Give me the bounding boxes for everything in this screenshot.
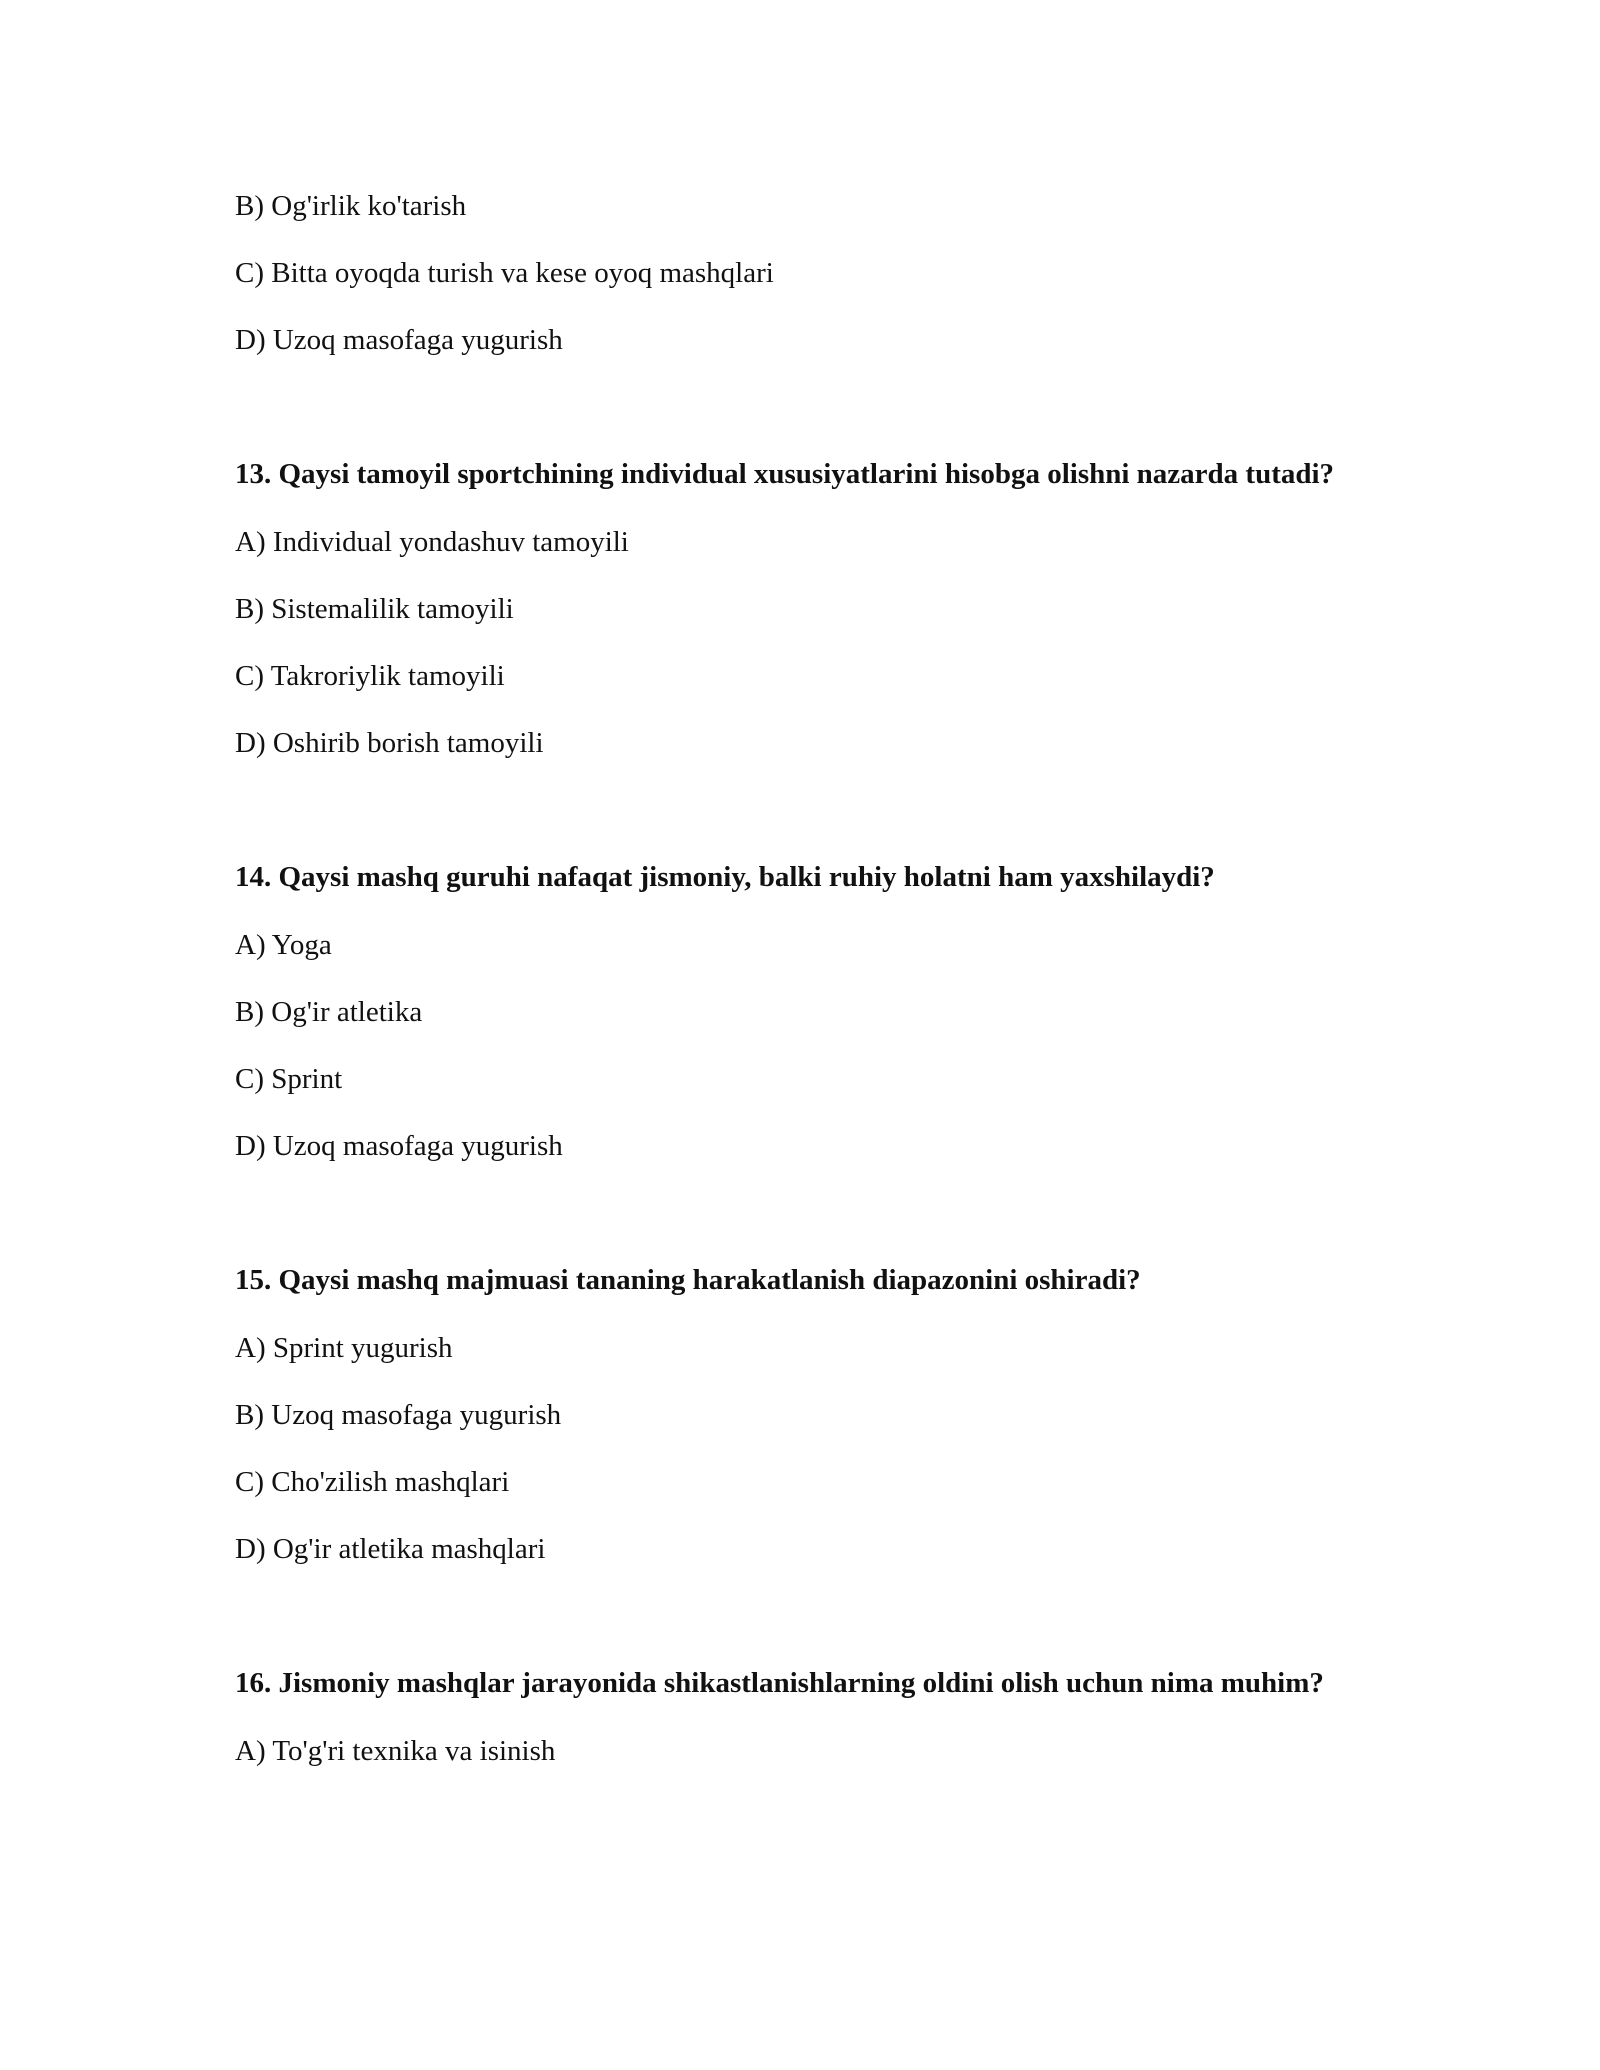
- spacer: [235, 1596, 1365, 1663]
- answer-option: A) Yoga: [235, 929, 332, 961]
- question-13: [235, 454, 1365, 763]
- spacer: [235, 387, 1365, 454]
- spacer: [235, 790, 1365, 857]
- answer-option: B) Og'irlik ko'tarish: [235, 190, 467, 222]
- question-title: 13. Qaysi tamoyil sportchining individual xususiyatlarini hisobga olishni nazarda tutadi?: [235, 458, 1335, 490]
- question-title: 14. Qaysi mashq guruhi nafaqat jismoniy, balki ruhiy holatni ham yaxshilaydi?: [235, 861, 1215, 893]
- answer-option: B) Uzoq masofaga yugurish: [235, 1399, 562, 1431]
- question-16: [235, 1663, 1365, 1771]
- question-title: 15. Qaysi mashq majmuasi tananing harakatlanish diapazonini oshiradi?: [235, 1264, 1141, 1296]
- answer-option: A) Individual yondashuv tamoyili: [235, 526, 629, 558]
- answer-option: A) Sprint yugurish: [235, 1332, 453, 1364]
- answer-option: D) Og'ir atletika mashqlari: [235, 1533, 546, 1565]
- question-title: 16. Jismoniy mashqlar jarayonida shikastlanishlarning oldini olish uchun nima muhim?: [235, 1667, 1324, 1699]
- answer-option: B) Sistemalilik tamoyili: [235, 593, 514, 625]
- answer-option: B) Og'ir atletika: [235, 996, 423, 1028]
- answer-option: C) Sprint: [235, 1063, 343, 1095]
- answer-option: D) Uzoq masofaga yugurish: [235, 1130, 563, 1162]
- answer-option: C) Cho'zilish mashqlari: [235, 1466, 510, 1498]
- answer-option: D) Uzoq masofaga yugurish: [235, 324, 563, 356]
- question-14: [235, 857, 1365, 1166]
- answer-option: C) Bitta oyoqda turish va kese oyoq mashqlari: [235, 257, 774, 289]
- question-15: [235, 1260, 1365, 1569]
- answer-option: A) To'g'ri texnika va isinish: [235, 1735, 556, 1767]
- answer-option: C) Takroriylik tamoyili: [235, 660, 505, 692]
- spacer: [235, 1193, 1365, 1260]
- answer-option: D) Oshirib borish tamoyili: [235, 727, 544, 759]
- page-content: [235, 186, 1365, 1798]
